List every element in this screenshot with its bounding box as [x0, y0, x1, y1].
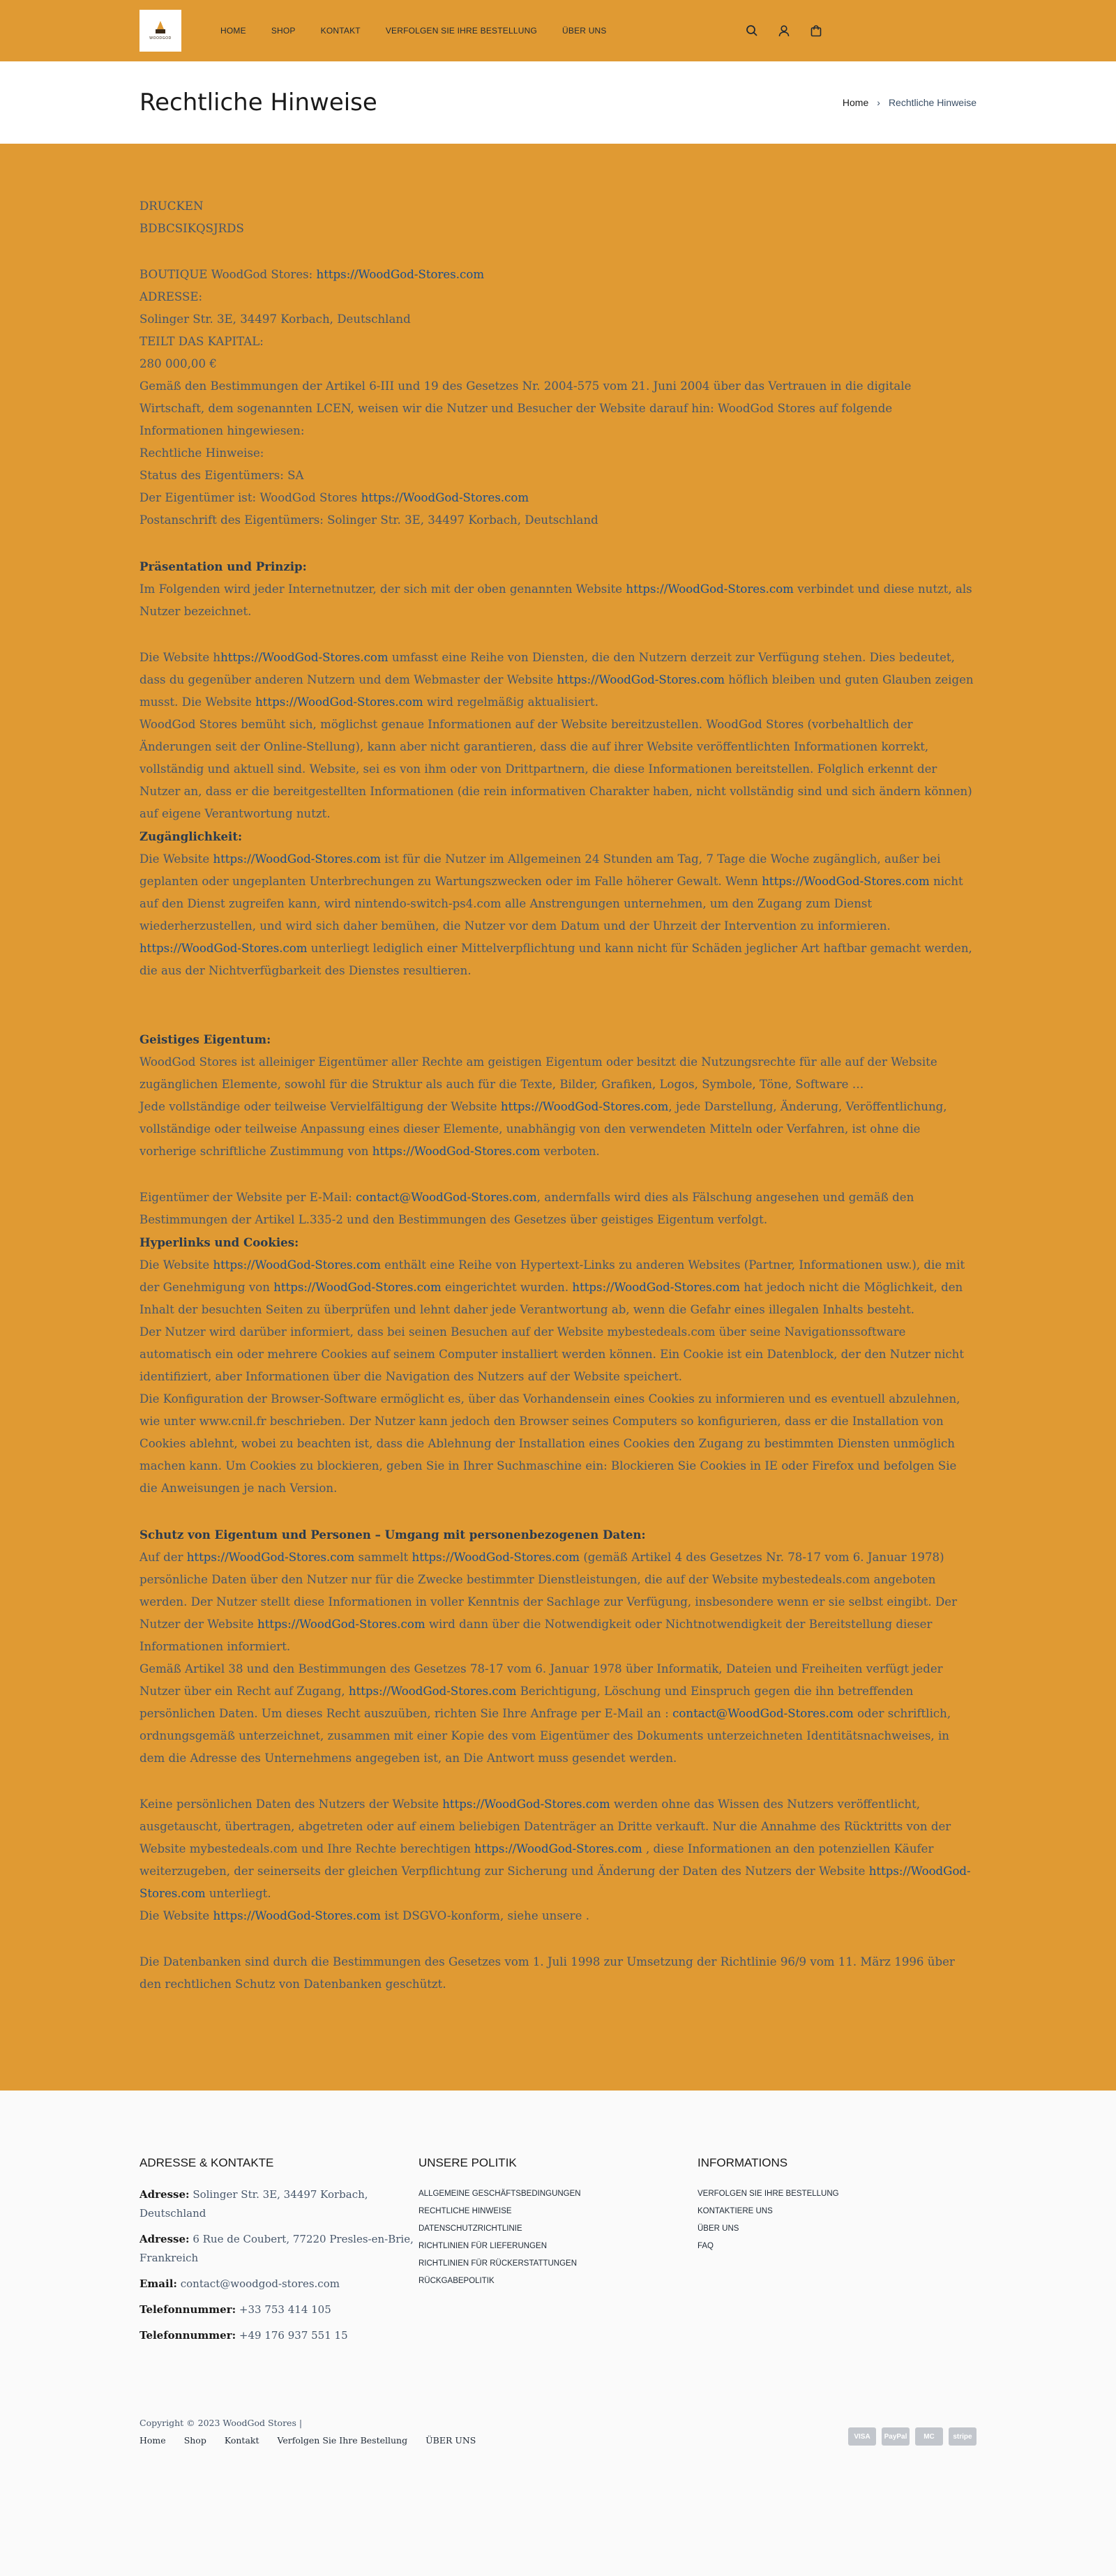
site-link[interactable]: https://WoodGod-Stores.com [572, 1281, 740, 1294]
s1-text-b: sammelt [354, 1551, 412, 1564]
s1-text-a: Auf der [140, 1551, 187, 1564]
footer-policy-column [418, 2156, 698, 2352]
site-link[interactable]: https://WoodGod-Stores.com [557, 673, 725, 686]
em-text-b: , andernfalls wird dies als Fälschung angesehen und gemäß den Bestimmungen der Artikel L.335-2 und den Bestimmungen des Gesetzes über geistiges Eigentum verfolgt. [140, 1191, 914, 1226]
footer-link-faq[interactable]: FAQ [698, 2242, 714, 2250]
site-link[interactable]: https://WoodGod-Stores.com [762, 875, 930, 888]
ge-text-1: WoodGod Stores ist alleiniger Eigentümer aller Rechte am geistigen Eigentum oder besitzt die Nutzungsrechte für alle auf der Website zugänglichen Elemente, sowohl für die Struktur als auch für die Texte, Bilder, Grafiken, Logos, Symbole, Töne, Software … [140, 1055, 937, 1091]
site-link[interactable]: https://WoodGod-Stores.com [213, 1909, 381, 1922]
s2-text-c: oder schriftlich, ordnungsgemäß unterzeichnet, zusammen mit einer Kopie des vom Eigentümer des Dokuments unterzeichneten Identitätsnachweises, in dem die Adresse des Unternehmens angegeben ist, an Die Antwort muss gesendet werden. [140, 1707, 951, 1765]
breadcrumb-home[interactable]: Home [842, 97, 869, 108]
text-drucken: DRUCKEN [140, 199, 204, 213]
site-header [0, 0, 1116, 61]
rh-status: Status des Eigentümers: SA [140, 469, 304, 482]
bottom-link-track[interactable]: Verfolgen Sie Ihre Bestellung [277, 2435, 408, 2446]
nav-track-order[interactable]: VERFOLGEN SIE IHRE BESTELLUNG [385, 26, 538, 36]
pp-text-a: Im Folgenden wird jeder Internetnutzer, der sich mit der oben genannten Website [140, 582, 626, 596]
footer-link-track[interactable]: VERFOLGEN SIE IHRE BESTELLUNG [698, 2190, 839, 2198]
data-protection-block [140, 1546, 976, 1770]
hl-text-1 [140, 1254, 976, 1321]
s2-text-b: Berichtigung, Löschung und Einspruch gegen die ihn betreffenden persönlichen Daten. Um dieses Recht auszuüben, richten Sie Ihre Anfrage per E-Mail an : [140, 1685, 914, 1720]
s1-text [140, 1546, 976, 1658]
database-paragraph: Die Datenbanken sind durch die Bestimmungen des Gesetzes vom 1. Juli 1998 zur Umsetzung der Richtlinie 96/9 vom 11. März 1996 über den rechtlichen Schutz von Datenbanken geschützt. [140, 1955, 955, 1991]
email-paragraph [140, 1187, 976, 1231]
kp-text-a: Keine persönlichen Daten des Nutzers der Website [140, 1798, 443, 1811]
email-link[interactable]: contact@WoodGod-Stores.com [672, 1707, 854, 1720]
payment-methods [848, 2427, 976, 2446]
nav-shop[interactable]: SHOP [271, 26, 296, 36]
site-link[interactable]: https://WoodGod-Stores.com [255, 695, 423, 709]
paypal-icon: PayPal [882, 2427, 910, 2446]
kapital-value: 280 000,00 € [140, 357, 217, 370]
search-icon[interactable] [745, 24, 759, 38]
s1-text-c: (gemäß Artikel 4 des Gesetzes Nr. 78-17 vom 6. Januar 1978) persönliche Daten über den Nutzer nur für die Zwecke bestimmter Dienstleistungen, die auf der Website mybestedeals.com angeboten werden. Der Nutzer stellt diese Informationen in voller Kenntnis der Sachlage zur Verfügung, insbesondere wenn er sie selbst eingibt. Der Nutzer der Website [140, 1551, 958, 1631]
site-link[interactable]: https://WoodGod-Stores.com [412, 1551, 580, 1564]
ip-block [140, 1028, 976, 1163]
address-value: Solinger Str. 3E, 34497 Korbach, Deutschland [140, 2188, 368, 2220]
chevron-right-icon: › [877, 97, 880, 108]
kp-text-f: ist DSGVO-konform, siehe unsere . [380, 1909, 589, 1922]
footer-link-agb[interactable]: ALLGEMEINE GESCHÄFTSBEDINGUNGEN [418, 2190, 581, 2198]
footer-link-refunds[interactable]: RICHTLINIEN FÜR RÜCKERSTATTUNGEN [418, 2259, 578, 2268]
footer-bottom-nav [140, 2435, 476, 2446]
kp-text-b: werden ohne das Wissen des Nutzers veröffentlicht, ausgetauscht, übertragen, abgetreten oder auf einem beliebigen Datenträger an Dritte verkauft. Nur die Annahme des Rücktritts von der Website mybestedeals.com und Ihre Rechte berechtigen [140, 1798, 951, 1855]
footer-policy-title: UNSERE POLITIK [418, 2156, 517, 2169]
s2-text [140, 1658, 976, 1770]
ge-text-2c: verboten. [540, 1145, 600, 1158]
copyright: Copyright © 2023 WoodGod Stores | [140, 2418, 303, 2428]
site-link[interactable]: https://WoodGod-Stores.com [140, 1865, 971, 1900]
address-value: 6 Rue de Coubert, 77220 Presles-en-Brie, Frankreich [140, 2233, 414, 2264]
logo-text: WOODGOD [149, 36, 172, 40]
zg-text-b: ist für die Nutzer im Allgemeinen 24 Stunden am Tag, 7 Tage die Woche zugänglich, außer bei geplanten oder ungeplanten Unterbrechungen zu Wartungszwecken oder im Falle höherer Gewalt. Wenn [140, 852, 941, 888]
footer-phone-1 [140, 2300, 418, 2319]
zg-text-d: unterliegt lediglich einer Mittelverpflichtung und kann nicht für Schäden jeglicher Art haftbar gemacht werden, die aus der Nichtverfügbarkeit des Dienstes resultieren. [140, 942, 972, 977]
footer-info-title: INFORMATIONS [698, 2156, 788, 2169]
nav-about[interactable]: ÜBER UNS [562, 26, 607, 36]
s2-text-a: Gemäß Artikel 38 und den Bestimmungen des Gesetzes 78-17 vom 6. Januar 1978 über Informatik, Dateien und Freiheiten verfügt jeder Nutzer über ein Recht auf Zugang, [140, 1662, 943, 1698]
web-text-d: wird regelmäßig aktualisiert. [423, 695, 599, 709]
footer-link-contact[interactable]: KONTAKTIERE UNS [698, 2207, 773, 2215]
zg-title: Zugänglichkeit: [140, 829, 243, 843]
adresse-value: Solinger Str. 3E, 34497 Korbach, Deutschland [140, 312, 411, 326]
site-link[interactable]: https://WoodGod-Stores.com [140, 942, 308, 955]
zg-text [140, 848, 976, 982]
footer-link-legal[interactable]: RECHTLICHE HINWEISE [418, 2207, 512, 2215]
site-link[interactable]: https://WoodGod-Stores.com [348, 1685, 517, 1698]
nav-kontakt[interactable]: KONTAKT [320, 26, 361, 36]
bottom-link-home[interactable]: Home [140, 2435, 166, 2446]
bottom-link-kontakt[interactable]: Kontakt [224, 2435, 259, 2446]
site-link[interactable]: https://WoodGod-Stores.com [474, 1842, 642, 1855]
hl-text-b: enthält eine Reihe von Hypertext-Links zu anderen Websites (Partner, Informationen usw.), die mit der Genehmigung von [140, 1258, 965, 1294]
breadcrumb-current: Rechtliche Hinweise [888, 97, 976, 108]
s1-text-d: wird dann über die Notwendigkeit oder Nichtnotwendigkeit der Bereitstellung dieser Informationen informiert. [140, 1618, 933, 1653]
pp-text [140, 578, 976, 623]
site-link[interactable]: https://WoodGod-Stores.com [442, 1798, 610, 1811]
bottom-link-shop[interactable]: Shop [183, 2435, 206, 2446]
nav-home[interactable]: HOME [220, 26, 246, 36]
footer-phone-2 [140, 2326, 418, 2345]
em-text-a: Eigentümer der Website per E-Mail: [140, 1191, 356, 1204]
kp-text-1 [140, 1793, 976, 1905]
shopping-bag-icon[interactable] [809, 24, 823, 38]
boutique-label: BOUTIQUE WoodGod Stores: [140, 268, 317, 281]
hl-text-2: Der Nutzer wird darüber informiert, dass bei seinen Besuchen auf der Website mybestedeals.com über seine Navigationssoftware automatisch ein oder mehrere Cookies auf seinem Computer installiert werden können. Ein Cookie ist ein Datenblock, der den Nutzer nicht identifiziert, aber Informationen über die Navigation des Nutzers auf der Website speichert. [140, 1325, 965, 1383]
header-icons [745, 24, 823, 38]
site-link[interactable]: https://WoodGod-Stores.com [257, 1618, 425, 1631]
main-nav [220, 26, 632, 36]
visa-icon: VISA [848, 2427, 876, 2446]
site-logo[interactable] [140, 10, 181, 52]
ge-text-2 [140, 1096, 976, 1163]
site-link[interactable]: https://WoodGod-Stores.com [186, 1551, 355, 1564]
footer-address-1 [140, 2185, 418, 2223]
web-text-b: umfasst eine Reihe von Diensten, die den Nutzern derzeit zur Verfügung stehen. Dies bedeutet, dass du gegenüber anderen Nutzern und dem Webmaster der Website [140, 651, 955, 686]
presentation-block [140, 555, 976, 623]
page-title: Rechtliche Hinweise [140, 89, 377, 116]
email-label: Email: [140, 2277, 177, 2290]
footer-address-2 [140, 2230, 418, 2268]
email-value[interactable]: contact@woodgod-stores.com [176, 2277, 340, 2290]
site-link[interactable]: https://WoodGod-Stores.com [220, 651, 389, 664]
kp-text-c: , diese Informationen an den potenziellen Käufer weiterzugeben, der seinerseits der gleichen Verpflichtung zur Sicherung und Änderung der Daten des Nutzers der Website [140, 1842, 934, 1878]
rh-title: Rechtliche Hinweise: [140, 446, 264, 460]
zg-text-c: nicht auf den Dienst zugreifen kann, wird nintendo-switch-ps4.com alle Anstrengungen unternehmen, um den Zugang zum Dienst wiederherzustellen, und wird sich daher bemühen, die Nutzer vor dem Datum und der Uhrzeit der Intervention zu informieren. [140, 875, 963, 933]
footer-contact-title: ADRESSE & KONTAKTE [140, 2156, 274, 2169]
pp-title: Präsentation und Prinzip: [140, 559, 307, 573]
footer-link-privacy[interactable]: DATENSCHUTZRICHTLINIE [418, 2224, 522, 2233]
address-label: Adresse: [140, 2233, 190, 2245]
rh-owner [140, 487, 976, 509]
legal-notice-block [140, 442, 976, 532]
bottom-link-about[interactable]: ÜBER UNS [425, 2435, 476, 2446]
logo-mark-icon [154, 21, 167, 35]
hl-text-a: Die Website [140, 1258, 213, 1272]
footer-email [140, 2275, 418, 2293]
hl-text-3: Die Konfiguration der Browser-Software ermöglicht es, über das Vorhandensein eines Cookies zu informieren und es eventuell abzulehnen, wie unter www.cnil.fr beschrieben. Der Nutzer kann jedoch den Browser seines Computers so konfigurieren, dass er die Installation von Cookies ablehnt, wobei zu beachten ist, dass die Ablehnung der Installation eines Cookies den Zugang zu bestimmten Diensten unmöglich machen kann. Um Cookies zu blockieren, geben Sie in Ihrer Suchmaschine ein: Blockieren Sie Cookies in IE oder Firefox und befolgen Sie die Anweisungen je nach Version. [140, 1392, 960, 1495]
footer-contact-column [140, 2156, 418, 2352]
page-title-band [0, 61, 1116, 144]
hyperlinks-block [140, 1231, 976, 1500]
rh-owner-label: Der Eigentümer ist: WoodGod Stores [140, 491, 361, 504]
site-footer [0, 2091, 1116, 2476]
zg-text-a: Die Website [140, 852, 213, 866]
site-link[interactable]: https://WoodGod-Stores.com [500, 1100, 669, 1113]
footer-bottom-bar [126, 2418, 990, 2476]
kapital-label: TEILT DAS KAPITAL: [140, 335, 264, 348]
text-code: BDBCSIKQSJRDS [140, 222, 244, 235]
site-link[interactable]: https://WoodGod-Stores.com [626, 582, 794, 596]
web-text-c: höflich bleiben und guten Glauben zeigen musst. Die Website [140, 673, 974, 709]
web-text-a: Die Website h [140, 651, 221, 664]
boutique-line [140, 264, 976, 286]
accuracy-paragraph: WoodGod Stores bemüht sich, möglichst genaue Informationen auf der Website bereitzustellen. WoodGod Stores (vorbehaltlich der Änderungen seit der Online-Stellung), kann aber nicht garantieren, dass die auf ihrer Website veröffentlichten Informationen korrekt, vollständig und aktuell sind. Website, sei es von ihm oder von Drittpartnern, die diese Informationen bereitstellen. Folglich erkennt der Nutzer an, dass er die bereitgestellten Informationen (die rein informativen Charakter haben, nicht vollständig sind und sich ändern können) auf eigene Verantwortung nutzt. [140, 718, 972, 820]
user-account-icon[interactable] [777, 24, 791, 38]
hl-title: Hyperlinks und Cookies: [140, 1235, 299, 1249]
site-link[interactable]: https://WoodGod-Stores.com [213, 1258, 381, 1272]
address-label: Adresse: [140, 2188, 190, 2201]
footer-link-returns[interactable]: RÜCKGABEPOLITIK [418, 2277, 495, 2285]
ge-title: Geistiges Eigentum: [140, 1032, 271, 1046]
phone-value[interactable]: +49 176 937 551 15 [236, 2329, 348, 2342]
kp-text-2 [140, 1905, 976, 1927]
hl-text-c: eingerichtet wurden. [441, 1281, 573, 1294]
adresse-label: ADRESSE: [140, 290, 203, 303]
phone-label: Telefonnummer: [140, 2329, 236, 2342]
kp-text-d: unterliegt. [205, 1887, 271, 1900]
hl-text-d: hat jedoch nicht die Möglichkeit, den Inhalt der besuchten Seiten zu überprüfen und lehnt daher jede Verantwortung ab, wenn die Gefahr eines illegalen Inhalts besteht. [140, 1281, 963, 1316]
ge-text-2b: , jede Darstellung, Änderung, Veröffentlichung, vollständige oder teilweise Anpassung eines dieser Elemente, unabhängig von den verwendeten Mitteln oder Verfahren, ist ohne die vorherige schriftliche Zustimmung von [140, 1100, 947, 1158]
ge-text-2a: Jede vollständige oder teilweise Vervielfältigung der Website [140, 1100, 501, 1113]
site-link[interactable]: https://WoodGod-Stores.com [361, 491, 529, 504]
site-link[interactable]: https://WoodGod-Stores.com [273, 1281, 442, 1294]
kp-text-e: Die Website [140, 1909, 213, 1922]
sch-title: Schutz von Eigentum und Personen – Umgang mit personenbezogenen Daten: [140, 1528, 646, 1542]
site-link[interactable]: https://WoodGod-Stores.com [372, 1145, 541, 1158]
footer-link-shipping[interactable]: RICHTLINIEN FÜR LIEFERUNGEN [418, 2242, 548, 2250]
site-link[interactable]: https://WoodGod-Stores.com [213, 852, 381, 866]
pp-text-b: verbindet und diese nutzt, als Nutzer bezeichnet. [140, 582, 972, 618]
stripe-icon: stripe [949, 2427, 976, 2446]
phone-label: Telefonnummer: [140, 2303, 236, 2316]
lcen-paragraph: Gemäß den Bestimmungen der Artikel 6-III und 19 des Gesetzes Nr. 2004-575 vom 21. Juni 2004 über das Vertrauen in die digitale Wirtschaft, dem sogenannten LCEN, weisen wir die Nutzer und Besucher der Website darauf hin: WoodGod Stores auf folgende Informationen hingewiesen: [140, 379, 912, 437]
email-link[interactable]: contact@WoodGod-Stores.com [356, 1191, 537, 1204]
footer-info-column [698, 2156, 976, 2352]
main-content [0, 144, 1116, 2091]
phone-value[interactable]: +33 753 414 105 [236, 2303, 331, 2316]
breadcrumb [843, 97, 976, 108]
accessibility-block [140, 825, 976, 982]
footer-link-about[interactable]: ÜBER UNS [698, 2224, 739, 2233]
website-paragraph [140, 647, 976, 714]
no-sharing-block [140, 1793, 976, 1927]
site-link[interactable]: https://WoodGod-Stores.com [316, 268, 485, 281]
rh-post: Postanschrift des Eigentümers: Solinger Str. 3E, 34497 Korbach, Deutschland [140, 513, 598, 527]
mastercard-icon: MC [915, 2427, 943, 2446]
